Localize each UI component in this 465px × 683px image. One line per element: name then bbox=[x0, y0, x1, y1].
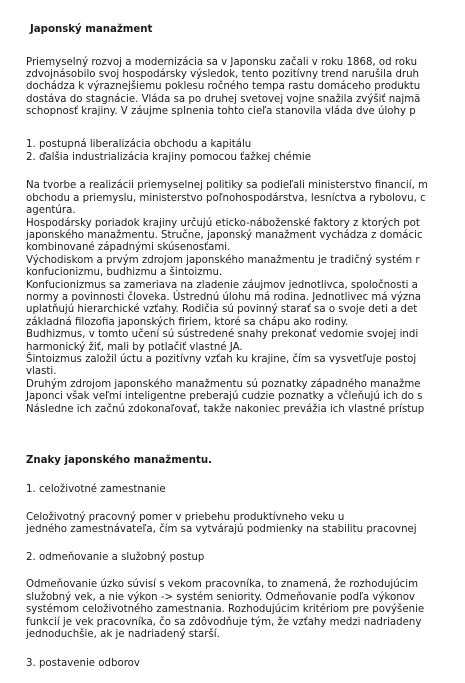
text-line: služobný vek, a nie výkon -> systém seniority. Odmeňovanie podľa výkonov bbox=[26, 592, 415, 603]
text-line: Východiskom a prvým zdrojom japonského manažmentu je tradičný systém r bbox=[26, 255, 420, 266]
text-line: Šintoizmus založil úctu a pozitívny vzťah ku krajine, čím sa vysvetľuje postoj bbox=[26, 354, 417, 365]
text-line: Odmeňovanie úzko súvisí s vekom pracovníka, to znamená, že rozhodujúcim bbox=[26, 579, 419, 590]
text-line: Celoživotný pracovný pomer v priebehu produktívneho veku u bbox=[26, 512, 345, 523]
text-line: zdvojnásobilo svoj hospodársky výsledok, tento pozitívny trend narušila druh bbox=[26, 69, 420, 80]
list-item: 1. postupná liberalizácia obchodu a kapitálu bbox=[26, 139, 252, 150]
document-title: Japonský manažment bbox=[30, 24, 153, 35]
text-line: obchodu a priemyslu, ministerstvo poľnohospodárstva, lesníctva a rybolovu, c bbox=[26, 193, 426, 204]
text-line: jednoduchšie, ak je nadriadený starší. bbox=[26, 629, 220, 640]
text-line: japonského manažmentu. Stručne, japonský manažment vychádza z domácic bbox=[26, 230, 423, 241]
text-line: harmonický žiť, mali by potlačiť vlastné JA. bbox=[26, 342, 243, 353]
text-line: kombinované západnými skúsenosťami. bbox=[26, 242, 231, 253]
subsection-heading: 3. postavenie odborov bbox=[26, 658, 140, 669]
text-line: systémom celoživotného zamestnania. Rozhodujúcim kritériom pre povýšenie bbox=[26, 604, 425, 615]
text-line: Následne ich začnú zdokonaľovať, takže nakoniec prevážia ich vlastné prístup bbox=[26, 404, 425, 415]
text-line: Japonci však veľmi inteligentne preberajú cudzie poznatky a včleňujú ich do s bbox=[26, 391, 423, 402]
text-line: konfucionizmu, budhizmu a šintoizmu. bbox=[26, 267, 223, 278]
text-line: dochádza k výraznejšiemu poklesu ročného tempa rastu domáceho produktu bbox=[26, 81, 421, 92]
text-line: dostáva do stagnácie. Vláda sa po druhej svetovej vojne snažila zvýšiť najmä bbox=[26, 94, 421, 105]
text-line: Druhým zdrojom japonského manažmentu sú poznatky západného manažme bbox=[26, 379, 421, 390]
section-heading: Znaky japonského manažmentu. bbox=[26, 455, 212, 466]
text-line: vlasti. bbox=[26, 366, 57, 377]
text-line: Priemyselný rozvoj a modernizácia sa v Japonsku začali v roku 1868, od roku bbox=[26, 57, 418, 68]
text-line: základná filozofia japonských firiem, ktoré sa chápu ako rodiny. bbox=[26, 317, 349, 328]
subsection-heading: 2. odmeňovanie a služobný postup bbox=[26, 552, 205, 563]
text-line: schopnosť krajiny. V záujme splnenia tohto cieľa stanovila vláda dve úlohy p bbox=[26, 106, 416, 117]
text-line: Budhizmus, v tomto učení sú sústredené snahy prekonať vedomie svojej indi bbox=[26, 329, 419, 340]
text-line: Na tvorbe a realizácii priemyselnej politiky sa podieľali ministerstvo financií, m bbox=[26, 180, 428, 191]
text-line: normy a povinnosti človeka. Ústrednú úlohu má rodina. Jednotlivec má význa bbox=[26, 292, 421, 303]
text-line: funkcií je vek pracovníka, čo sa zdôvodňuje tým, že vzťahy medzi nadriadeny bbox=[26, 617, 422, 628]
text-line: Hospodársky poriadok krajiny určujú eticko-náboženské faktory z ktorých pot bbox=[26, 218, 420, 229]
text-line: agentúra. bbox=[26, 205, 76, 216]
list-item: 2. ďalšia industrializácia krajiny pomocou ťažkej chémie bbox=[26, 152, 311, 163]
text-line: Konfucionizmus sa zameriava na zladenie záujmov jednotlivca, spoločnosti a bbox=[26, 280, 418, 291]
text-line: jedného zamestnávateľa, čím sa vytvárajú podmienky na stabilitu pracovnej bbox=[26, 524, 417, 535]
text-line: uplatňujú hierarchické vzťahy. Rodičia sú povinný starať sa o svoje deti a det bbox=[26, 304, 418, 315]
subsection-heading: 1. celoživotné zamestnanie bbox=[26, 484, 166, 495]
